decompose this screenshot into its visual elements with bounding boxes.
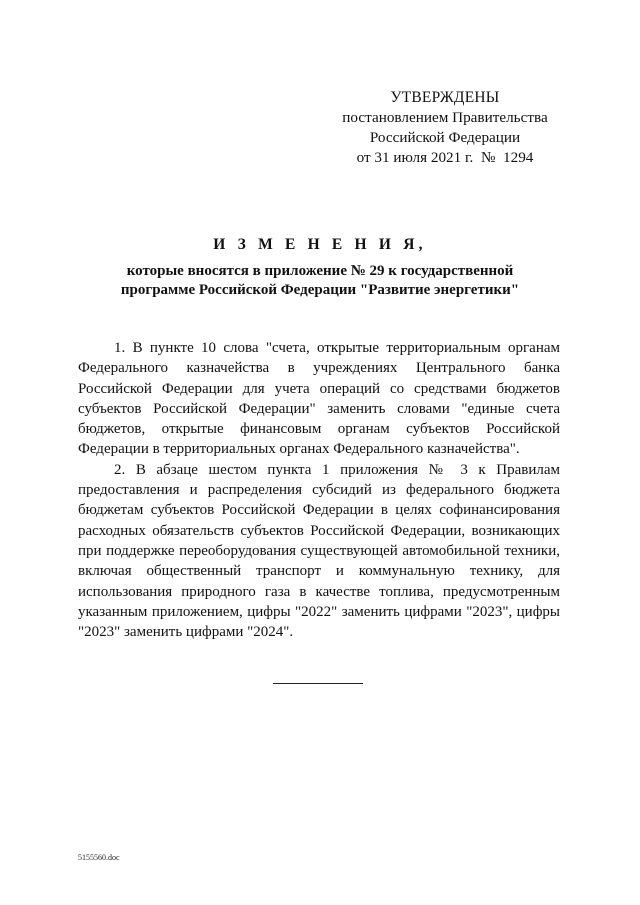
document-subtitle: [70, 262, 570, 300]
approval-title: УТВЕРЖДЕНЫ: [390, 89, 500, 106]
approval-date-text: от 31 июля 2021 г. № 1294: [356, 149, 534, 166]
footer-file-name: 5155560.doc: [78, 853, 120, 862]
approval-block: [330, 88, 560, 168]
approval-date-line: [330, 148, 560, 168]
paragraph-2: 2. В абзаце шестом пункта 1 приложения № 3 к Правилам предоставления и распределения субсидий из федерального бюджета бюджетам субъектов Российской Федерации в целях софинансирования расходных обязательств субъектов Российской Федерации, возникающих при поддержке переоборудования существующей автомобильной техники, включая общественный транспорт и коммунальную технику, для использования природного газа в качестве топлива, предусмотренным указанным приложением, цифры "2022" заменить цифрами "2023", цифры "2023" заменить цифрами "2024".: [78, 461, 560, 641]
approval-line-1: постановлением Правительства: [342, 109, 548, 126]
subtitle-line-1: которые вносятся в приложение № 29 к государственной: [126, 263, 514, 279]
approval-line-2: Российской Федерации: [369, 129, 521, 146]
paragraph-1: 1. В пункте 10 слова "счета, открытые территориальным органам Федерального казначейства в учреждениях Центрального банка Российской Федерации для учета операций со средствами бюджетов субъектов Российской Федерации" заменить словами "единые счета бюджетов, открытые финансовым органам субъектов Российской Федерации в территориальных органах Федерального казначейства".: [78, 340, 560, 458]
subtitle-line-2: программе Российской Федерации "Развитие энергетики": [120, 282, 520, 298]
document-body: [78, 338, 560, 642]
end-separator-line: [273, 683, 363, 684]
document-heading: И З М Е Н Е Н И Я,: [213, 236, 427, 253]
